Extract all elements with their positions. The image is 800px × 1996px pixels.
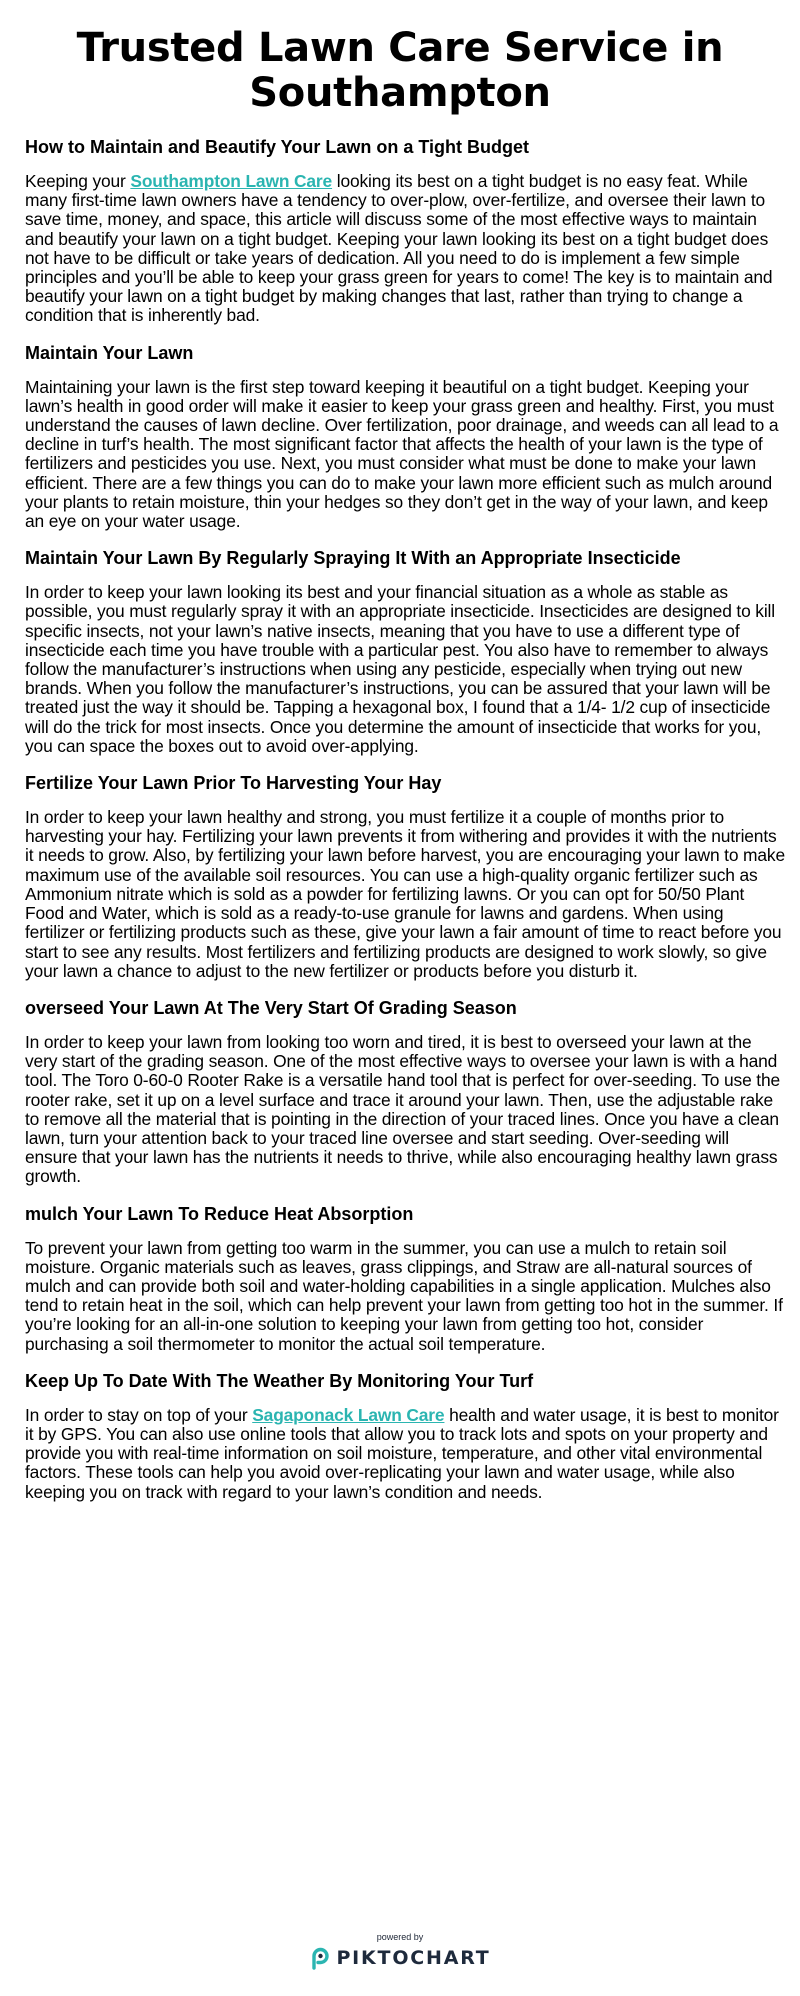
article-content: [25, 136, 785, 1518]
brand-name: PIKTOCHART: [336, 1947, 491, 1969]
section-heading: Keep Up To Date With The Weather By Monitoring Your Turf: [25, 1370, 534, 1391]
section-paragraph: In order to keep your lawn looking its best and your financial situation as a whole as stable as possible, you must regularly spray it with an appropriate insecticide. Insecticides are designed to kill specific insects, not your lawn’s native insects, meaning that you have to use a different type of insecticide each time you have trouble with a particular pest. You also have to remember to always follow the manufacturer’s instructions when using any pesticide, especially when trying out new brands. When you follow the manufacturer’s instructions, you can be assured that your lawn will be treated just the way it should be. Tapping a hexagonal box, I found that a 1/4- 1/2 cup of insecticide will do the trick for most insects. Once you determine the amount of insecticide that works for you, you can space the boxes out to avoid over-applying.: [25, 582, 775, 756]
section-heading: mulch Your Lawn To Reduce Heat Absorption: [25, 1203, 414, 1224]
piktochart-logo[interactable]: [309, 1946, 490, 1970]
powered-by-footer[interactable]: [0, 1932, 800, 1975]
section-paragraph: To prevent your lawn from getting too warm in the summer, you can use a mulch to retain soil moisture. Organic materials such as leaves, grass clippings, and Straw are all-natural sources of mulch and can provide both soil and water-holding capabilities in a single application. Mulches also tend to retain heat in the soil, which can help prevent your lawn from getting too hot in the summer. If you’re looking for an all-in-one solution to keeping your lawn from getting too hot, consider purchasing a soil thermometer to monitor the actual soil temperature.: [25, 1237, 783, 1354]
sagaponack-lawn-care-link[interactable]: Sagaponack Lawn Care: [252, 1404, 445, 1425]
section-paragraph: Maintaining your lawn is the first step toward keeping it beautiful on a tight budget. Keeping your lawn’s health in good order will make it easier to keep your grass green and healthy. First, you must understand the causes of lawn decline. Over fertilization, poor drainage, and weeds can all lead to a decline in turf’s health. The most significant factor that affects the health of your lawn is the type of fertilizers and pesticides you use. Next, you must consider what must be done to make your lawn efficient. There are a few things you can do to make your lawn more efficient such as mulch around your plants to retain moisture, thin your hedges so they don’t get in the way of your lawn, and keep an eye on your water usage.: [25, 376, 779, 532]
section-heading: Maintain Your Lawn By Regularly Spraying It With an Appropriate Insecticide: [25, 548, 681, 569]
section-paragraph: In order to keep your lawn healthy and strong, you must fertilize it a couple of months prior to harvesting your hay. Fertilizing your lawn prevents it from withering and provides it with the nutrients it needs to grow. Also, by fertilizing your lawn before harvest, you are encouraging your lawn to make maximum use of the available soil resources. You can use a high-quality organic fertilizer such as Ammonium nitrate which is sold as a powder for fertilizing lawns. Or you can opt for 50/50 Plant Food and Water, which is sold as a ready-to-use granule for lawns and gardens. When using fertilizer or fertilizing products such as these, give your lawn a fair amount of time to react before you start to see any results. Most fertilizers and fertilizing products are designed to work slowly, so give your lawn a chance to adjust to the new fertilizer or products before you disturb it.: [25, 807, 785, 981]
southampton-lawn-care-link[interactable]: Southampton Lawn Care: [130, 171, 333, 191]
section-heading: overseed Your Lawn At The Very Start Of Grading Season: [25, 997, 517, 1018]
piktochart-icon: [309, 1946, 331, 1970]
section-heading: Maintain Your Lawn: [25, 342, 194, 363]
powered-by-label: powered by: [376, 1932, 424, 1942]
section-paragraph: In order to stay on top of your Sagaponack Lawn Care health and water usage, it is best to monitor it by GPS. You can also use online tools that allow you to track lots and spots on your property and provide you with real-time information on soil moisture, temperature, and other vital environmental factors. These tools can help you avoid over-replicating your lawn and water usage, while also keeping you on track with regard to your lawn’s condition and needs.: [25, 1404, 779, 1502]
section-heading: How to Maintain and Beautify Your Lawn on a Tight Budget: [25, 137, 529, 157]
page-title: Trusted Lawn Care Service in Southampton: [76, 25, 724, 116]
section-paragraph: Keeping your Southampton Lawn Care looking its best on a tight budget is no easy feat. While many first-time lawn owners have a tendency to over-plow, over-fertilize, and oversee their lawn to save time, money, and space, this article will discuss some of the most effective ways to maintain and beautify your lawn on a tight budget. Keeping your lawn looking its best on a tight budget does not have to be difficult or take years of dedication. All you need to do is implement a few simple principles and you’ll be able to keep your grass green for years to come! The key is to maintain and beautify your lawn on a tight budget by making changes that last, rather than trying to change a condition that is inherently bad.: [25, 171, 773, 326]
section-heading: Fertilize Your Lawn Prior To Harvesting Your Hay: [25, 773, 442, 794]
section-paragraph: In order to keep your lawn from looking too worn and tired, it is best to overseed your lawn at the very start of the grading season. One of the most effective ways to oversee your lawn is with a hand tool. The Toro 0-60-0 Rooter Rake is a versatile hand tool that is perfect for over-seeding. To use the rooter rake, set it up on a level surface and trace it around your lawn. Then, use the adjustable rake to remove all the material that is pointing in the direction of your traced lines. Once you have a clean lawn, turn your attention back to your traced line oversee and start seeding. Over-seeding will ensure that your lawn has the nutrients it needs to thrive, while also encouraging healthy lawn grass growth.: [25, 1031, 781, 1187]
